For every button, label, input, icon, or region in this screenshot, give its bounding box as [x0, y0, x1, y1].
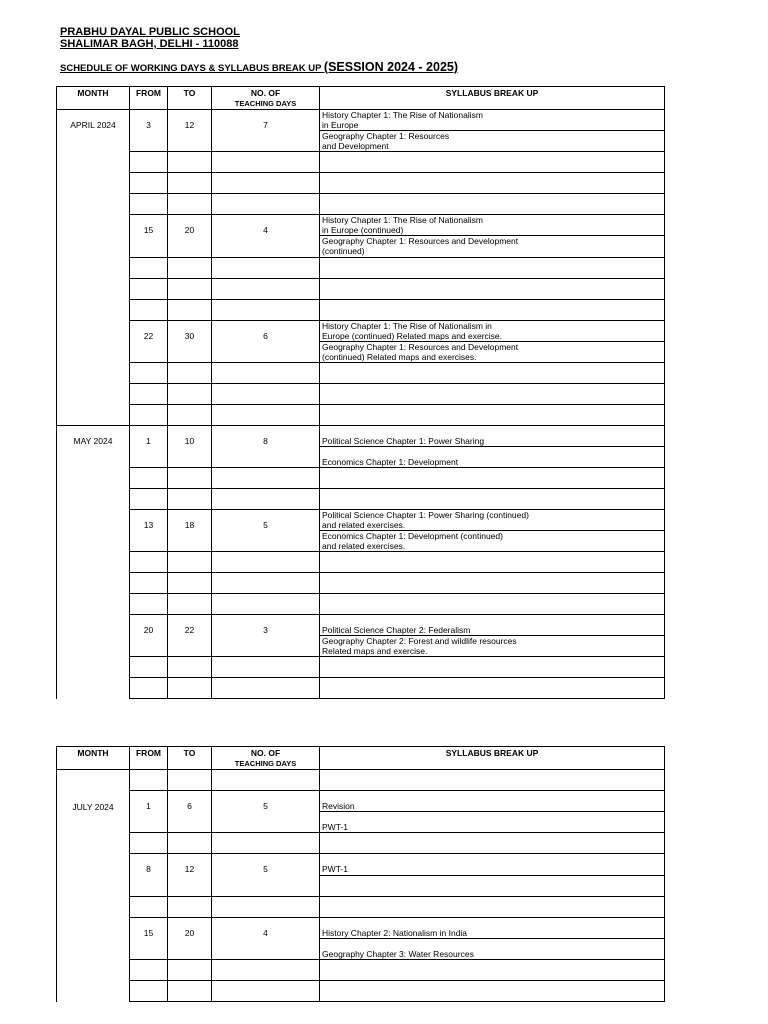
blank-cell [168, 152, 212, 173]
days-cell [212, 615, 320, 657]
table-row [57, 321, 665, 342]
syllabus-cell: History Chapter 1: The Rise of Nationalism in Europe (continued) Related maps and exercise. [320, 321, 665, 342]
school-name: PRABHU DAYAL PUBLIC SCHOOL [60, 26, 240, 38]
school-address: SHALIMAR BAGH, DELHI - 110088 [60, 38, 239, 50]
header-from: FROM [130, 87, 168, 110]
table-row [57, 552, 665, 573]
from-value: 3 [146, 120, 151, 130]
to-cell [168, 215, 212, 258]
blank-cell [320, 489, 665, 510]
blank-cell [320, 678, 665, 699]
month-cell [57, 110, 130, 426]
header-month: MONTH [57, 747, 130, 770]
to-value: 18 [184, 520, 195, 530]
syllabus-cell: Geography Chapter 3: Water Resources [320, 939, 665, 960]
blank-cell [130, 594, 168, 615]
schedule-title-text: SCHEDULE OF WORKING DAYS & SYLLABUS BREAK UP [60, 63, 322, 74]
syllabus-cell: Geography Chapter 1: Resources and Development [320, 131, 665, 152]
blank-cell [320, 173, 665, 194]
header-syllabus: SYLLABUS BREAK UP [320, 747, 665, 770]
blank-cell [130, 960, 168, 981]
blank-cell [212, 279, 320, 300]
blank-cell [168, 657, 212, 678]
syllabus-cell: PWT-1 [320, 854, 665, 876]
to-value: 20 [184, 928, 195, 938]
from-cell [130, 321, 168, 363]
blank-cell [320, 384, 665, 405]
days-cell [212, 791, 320, 833]
blank-cell [212, 300, 320, 321]
table-row [57, 300, 665, 321]
syllabus-cell: Political Science Chapter 1: Power Sharing (continued) and related exercises. [320, 510, 665, 531]
blank-cell [168, 363, 212, 384]
table-row [57, 215, 665, 236]
blank-cell [130, 552, 168, 573]
from-value: 13 [143, 520, 154, 530]
to-value: 12 [184, 120, 195, 130]
month-label: JULY 2024 [72, 802, 114, 812]
blank-cell [168, 770, 212, 791]
blank-cell [168, 468, 212, 489]
days-value: 6 [263, 331, 268, 341]
table-row [57, 405, 665, 426]
from-value: 8 [146, 864, 151, 874]
to-value: 30 [184, 331, 195, 341]
schedule-title [60, 61, 458, 75]
from-cell [130, 215, 168, 258]
blank-cell [130, 258, 168, 279]
header-to: TO [168, 747, 212, 770]
blank-cell [168, 489, 212, 510]
from-cell [130, 615, 168, 657]
syllabus-cell: Economics Chapter 1: Development [320, 447, 665, 468]
blank-cell [130, 833, 168, 854]
days-cell [212, 321, 320, 363]
from-cell [130, 426, 168, 468]
blank-cell [168, 573, 212, 594]
blank-cell [212, 384, 320, 405]
table-row [57, 960, 665, 981]
blank-cell [130, 300, 168, 321]
days-value: 3 [263, 625, 268, 635]
syllabus-cell: History Chapter 1: The Rise of Nationalism in Europe [320, 110, 665, 131]
blank-cell [212, 678, 320, 699]
table-row [57, 363, 665, 384]
blank-cell [320, 573, 665, 594]
blank-cell [212, 194, 320, 215]
month-cell [57, 770, 130, 1002]
blank-cell [130, 363, 168, 384]
blank-cell [168, 552, 212, 573]
table-row [57, 594, 665, 615]
days-cell [212, 918, 320, 960]
from-cell [130, 854, 168, 897]
from-value: 15 [143, 928, 154, 938]
table-row [57, 258, 665, 279]
days-cell [212, 110, 320, 152]
blank-cell [320, 194, 665, 215]
days-cell [212, 854, 320, 897]
days-value: 8 [263, 436, 268, 446]
blank-cell [320, 468, 665, 489]
to-value: 22 [184, 625, 195, 635]
blank-cell [168, 897, 212, 918]
table-header-row [57, 747, 665, 770]
blank-cell [212, 258, 320, 279]
table-row [57, 194, 665, 215]
blank-cell [212, 552, 320, 573]
table-row [57, 489, 665, 510]
from-value: 15 [143, 225, 154, 235]
blank-cell [168, 960, 212, 981]
header-to: TO [168, 87, 212, 110]
table-row [57, 573, 665, 594]
header-days-line1: NO. OF [250, 88, 281, 98]
blank-cell [168, 173, 212, 194]
table-row [57, 426, 665, 447]
from-value: 1 [146, 436, 151, 446]
month-label: MAY 2024 [73, 436, 113, 446]
schedule-table-1 [56, 86, 665, 699]
to-cell [168, 791, 212, 833]
blank-cell [130, 152, 168, 173]
syllabus-cell: Political Science Chapter 1: Power Sharing [320, 426, 665, 447]
syllabus-cell: Geography Chapter 2: Forest and wildlife resources Related maps and exercise. [320, 636, 665, 657]
to-cell [168, 110, 212, 152]
blank-cell [212, 657, 320, 678]
blank-cell [320, 657, 665, 678]
days-cell [212, 426, 320, 468]
blank-cell [212, 770, 320, 791]
days-value: 7 [263, 120, 268, 130]
syllabus-cell: Political Science Chapter 2: Federalism [320, 615, 665, 636]
blank-cell [168, 678, 212, 699]
table-row [57, 384, 665, 405]
blank-cell [130, 657, 168, 678]
syllabus-cell: Geography Chapter 1: Resources and Development (continued) [320, 236, 665, 258]
blank-cell [212, 363, 320, 384]
table-row [57, 279, 665, 300]
table-row [57, 770, 665, 791]
blank-cell [320, 152, 665, 173]
table-row [57, 110, 665, 131]
blank-cell [130, 194, 168, 215]
table-row [57, 897, 665, 918]
blank-cell [130, 279, 168, 300]
blank-cell [168, 833, 212, 854]
days-value: 5 [263, 801, 268, 811]
header-days-line2: TEACHING DAYS [234, 99, 297, 108]
table-row [57, 615, 665, 636]
blank-cell [168, 300, 212, 321]
table-row [57, 510, 665, 531]
header-days-line2: TEACHING DAYS [234, 759, 297, 768]
to-value: 6 [187, 801, 192, 811]
blank-cell [130, 173, 168, 194]
days-cell [212, 510, 320, 552]
table-row [57, 152, 665, 173]
header-teaching-days [212, 87, 320, 110]
to-cell [168, 321, 212, 363]
to-cell [168, 854, 212, 897]
blank-cell [320, 876, 665, 897]
blank-cell [130, 770, 168, 791]
header-month: MONTH [57, 87, 130, 110]
blank-cell [130, 897, 168, 918]
blank-cell [320, 594, 665, 615]
blank-cell [212, 897, 320, 918]
days-cell [212, 215, 320, 258]
blank-cell [320, 960, 665, 981]
blank-cell [168, 981, 212, 1002]
table-row [57, 791, 665, 812]
table-row [57, 657, 665, 678]
from-cell [130, 791, 168, 833]
blank-cell [320, 981, 665, 1002]
blank-cell [130, 981, 168, 1002]
days-value: 4 [263, 225, 268, 235]
header-teaching-days [212, 747, 320, 770]
table-row [57, 468, 665, 489]
blank-cell [168, 594, 212, 615]
session-label: (SESSION 2024 - 2025) [323, 60, 459, 74]
blank-cell [130, 468, 168, 489]
blank-cell [168, 405, 212, 426]
table-header-row [57, 87, 665, 110]
blank-cell [320, 279, 665, 300]
blank-cell [320, 552, 665, 573]
syllabus-cell: Geography Chapter 1: Resources and Development (continued) Related maps and exercises. [320, 342, 665, 363]
month-cell [57, 426, 130, 699]
blank-cell [212, 405, 320, 426]
syllabus-cell: PWT-1 [320, 812, 665, 833]
blank-cell [130, 384, 168, 405]
to-cell [168, 918, 212, 960]
blank-cell [212, 594, 320, 615]
syllabus-cell: Economics Chapter 1: Development (continued) and related exercises. [320, 531, 665, 552]
blank-cell [130, 489, 168, 510]
to-cell [168, 426, 212, 468]
to-value: 10 [184, 436, 195, 446]
to-cell [168, 615, 212, 657]
blank-cell [320, 897, 665, 918]
blank-cell [212, 573, 320, 594]
blank-cell [130, 573, 168, 594]
days-value: 5 [263, 864, 268, 874]
to-cell [168, 510, 212, 552]
blank-cell [212, 833, 320, 854]
schedule-table-2 [56, 746, 665, 1002]
from-value: 22 [143, 331, 154, 341]
blank-cell [212, 152, 320, 173]
blank-cell [320, 405, 665, 426]
syllabus-cell: Revision [320, 791, 665, 812]
from-cell [130, 110, 168, 152]
header-syllabus: SYLLABUS BREAK UP [320, 87, 665, 110]
blank-cell [168, 384, 212, 405]
syllabus-cell: History Chapter 1: The Rise of Nationalism in Europe (continued) [320, 215, 665, 236]
from-value: 20 [143, 625, 154, 635]
days-value: 5 [263, 520, 268, 530]
blank-cell [212, 468, 320, 489]
blank-cell [320, 363, 665, 384]
blank-cell [320, 770, 665, 791]
month-label: APRIL 2024 [70, 120, 116, 130]
blank-cell [168, 279, 212, 300]
table-row [57, 833, 665, 854]
blank-cell [212, 173, 320, 194]
blank-cell [320, 300, 665, 321]
blank-cell [168, 258, 212, 279]
to-value: 12 [184, 864, 195, 874]
to-value: 20 [184, 225, 195, 235]
header-from: FROM [130, 747, 168, 770]
blank-cell [130, 678, 168, 699]
header-days-line1: NO. OF [250, 748, 281, 758]
blank-cell [212, 960, 320, 981]
from-cell [130, 510, 168, 552]
from-value: 1 [146, 801, 151, 811]
from-cell [130, 918, 168, 960]
blank-cell [320, 833, 665, 854]
syllabus-cell: History Chapter 2: Nationalism in India [320, 918, 665, 939]
blank-cell [168, 194, 212, 215]
blank-cell [320, 258, 665, 279]
blank-cell [212, 981, 320, 1002]
blank-cell [130, 405, 168, 426]
table-row [57, 173, 665, 194]
table-row [57, 678, 665, 699]
blank-cell [212, 489, 320, 510]
table-row [57, 918, 665, 939]
table-row [57, 854, 665, 876]
days-value: 4 [263, 928, 268, 938]
table-row [57, 981, 665, 1002]
